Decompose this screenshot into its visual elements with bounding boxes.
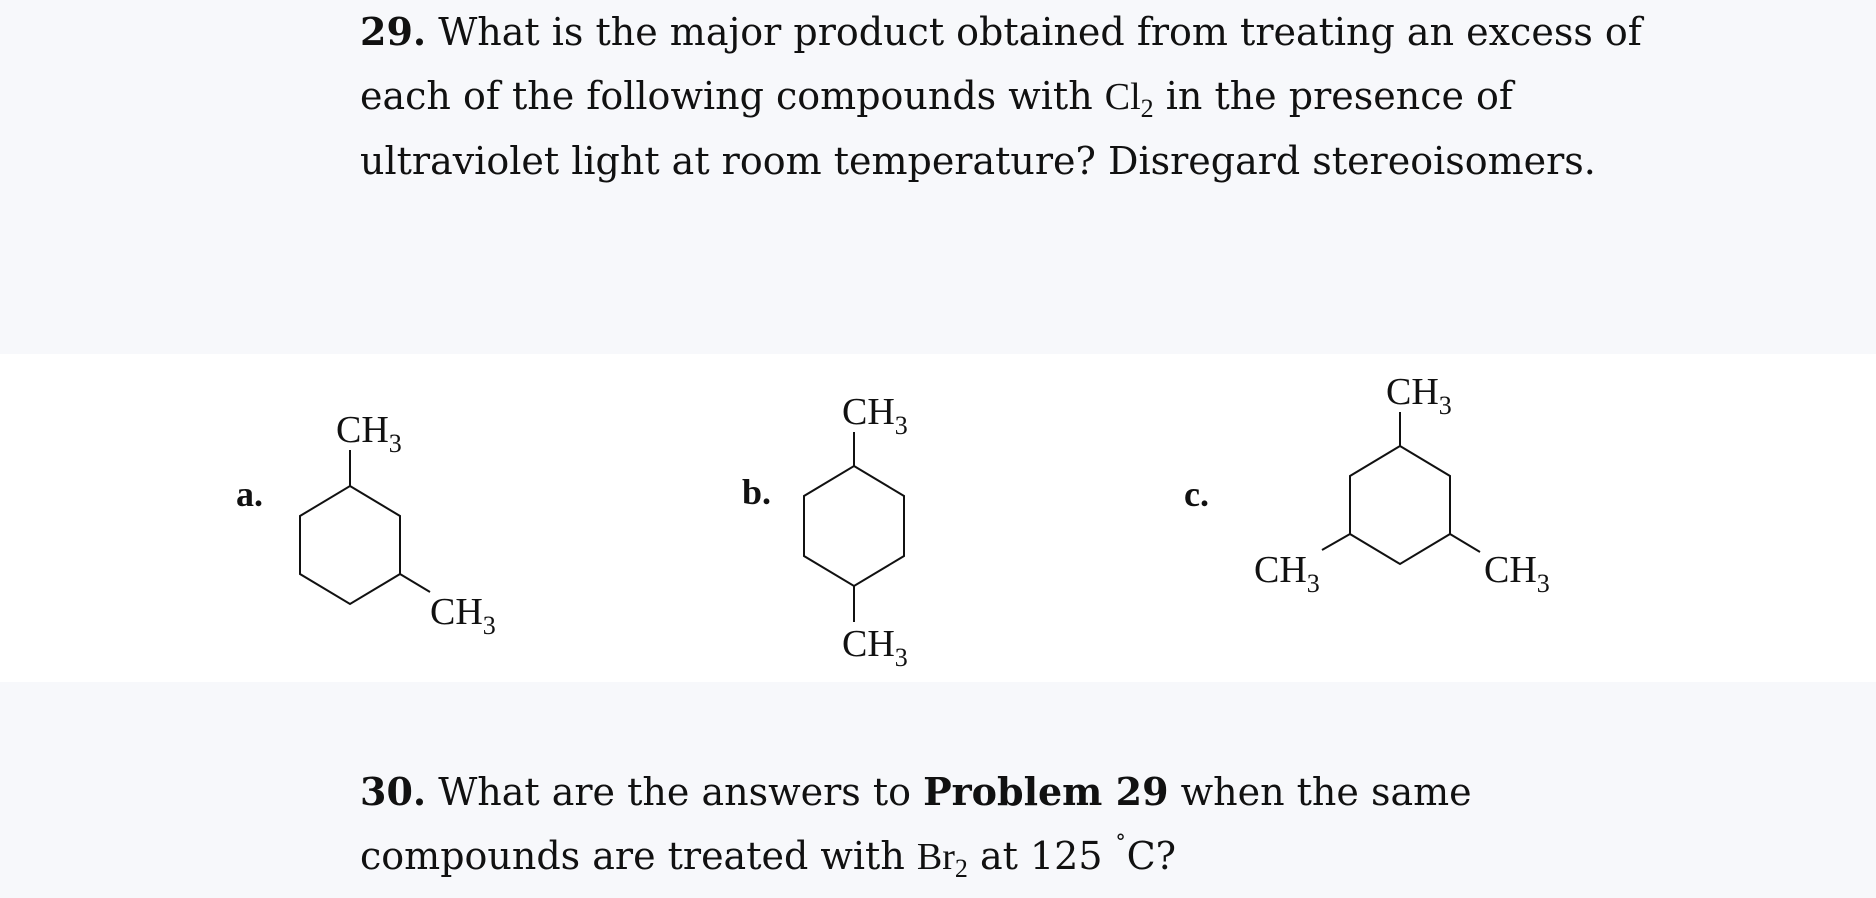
compound-c-bond-3 (1450, 534, 1480, 552)
chlorine-formula (1104, 76, 1154, 123)
chlorine-subscript: 2 (1140, 94, 1154, 123)
compound-b-cyclohexane-ring (804, 466, 904, 586)
compound-a (236, 409, 496, 640)
compound-c (1184, 371, 1550, 598)
compound-a-methyl-bottom: $CH_3$ (430, 591, 496, 640)
compound-b-methyl-bottom: $CH_3$ (842, 623, 908, 672)
compound-b (742, 391, 908, 672)
compound-b-label: b. (742, 472, 772, 512)
compound-c-bond-2 (1322, 534, 1350, 550)
problem-30-number: 30. (360, 769, 427, 814)
compound-a-methyl-top: $CH_3$ (336, 409, 402, 458)
compound-a-cyclohexane-ring (300, 486, 400, 604)
problem-29-text-after: in the presence of ultraviolet light at room temperature? Disregard stereoisomers. (360, 74, 1596, 183)
compound-a-label: a. (236, 474, 263, 514)
compound-c-methyl-top: $CH_3$ (1386, 371, 1452, 420)
compound-a-bond-2 (400, 574, 430, 592)
problem-30 (360, 760, 1660, 889)
compound-c-methyl-right: $CH_3$ (1484, 549, 1550, 598)
problem-30-text-middle: when the same compounds are treated with (360, 770, 1472, 878)
compound-c-methyl-left: $CH_3$ (1254, 549, 1320, 598)
problem-29 (360, 0, 1660, 193)
problem-30-text-before: What are the answers to (426, 770, 924, 814)
bromine-subscript: 2 (954, 854, 968, 883)
compound-figures (0, 354, 1876, 682)
bromine-formula (916, 836, 968, 883)
compound-c-label: c. (1184, 474, 1209, 514)
problem-30-temperature: at 125 (967, 834, 1115, 878)
problem-29-text-before: What is the major product obtained from treating an excess of each of the following compounds with (360, 10, 1642, 118)
problem-29-number: 29. (360, 9, 427, 54)
compound-b-methyl-top: $CH_3$ (842, 391, 908, 440)
problem-29-reference: Problem 29 (923, 769, 1169, 814)
degree-symbol: ˚ (1114, 833, 1127, 861)
compound-c-cyclohexane-ring (1350, 446, 1450, 564)
chlorine-symbol: Cl (1104, 76, 1141, 118)
problem-30-unit-end: C? (1126, 834, 1177, 878)
structures-svg (0, 354, 1876, 682)
bromine-symbol: Br (916, 836, 955, 878)
